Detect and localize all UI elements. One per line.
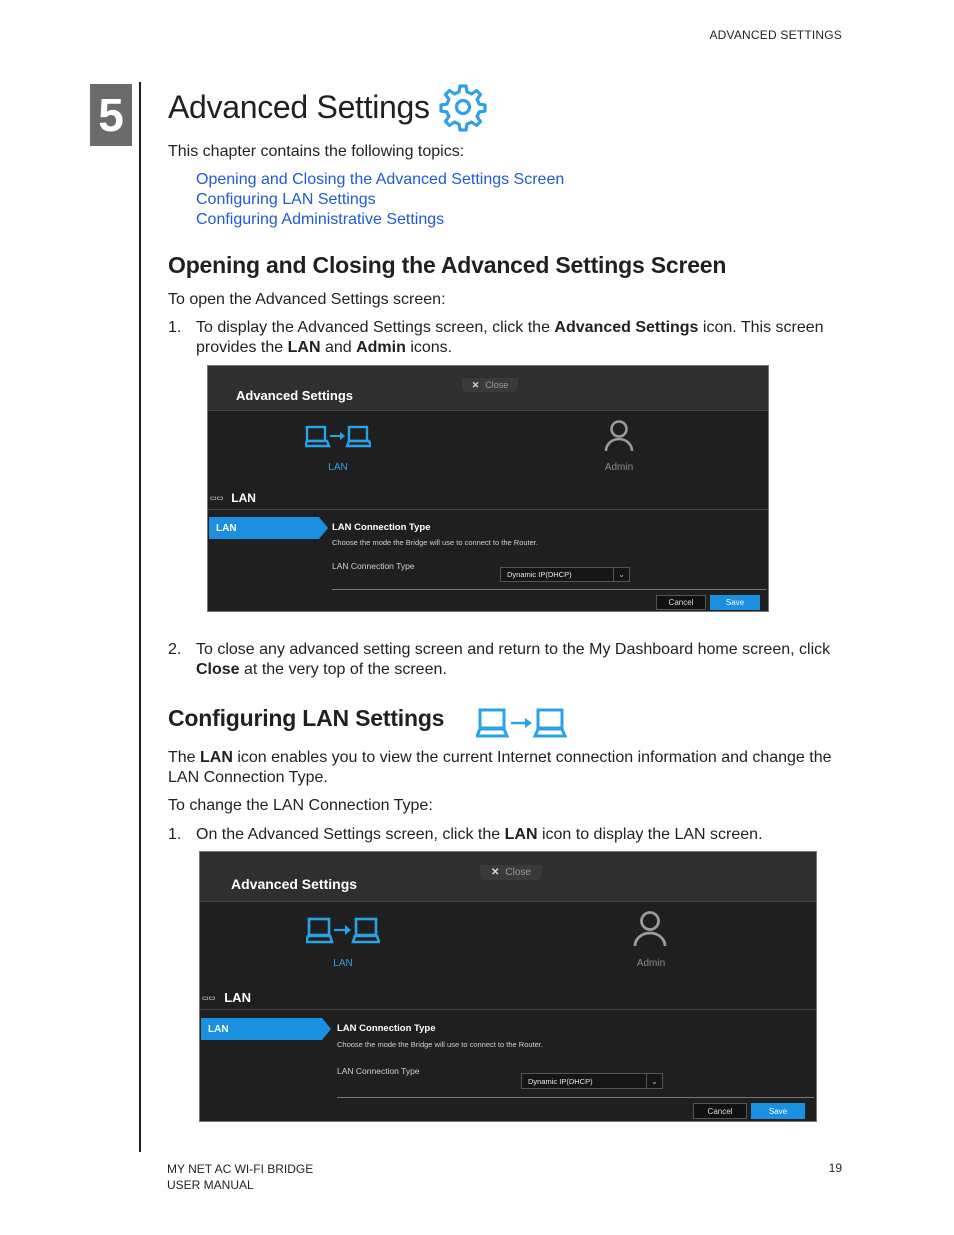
cancel-button[interactable]: Cancel: [656, 595, 706, 610]
admin-icon[interactable]: [633, 910, 667, 948]
chapter-title: Advanced Settings: [168, 88, 430, 125]
section-heading-lan-settings: Configuring LAN Settings: [168, 705, 445, 731]
running-header: ADVANCED SETTINGS: [709, 28, 842, 42]
intro-text: This chapter contains the following topics:: [168, 143, 465, 160]
admin-icon-label: Admin: [636, 958, 666, 969]
lan-connection-description: Choose the mode the Bridge will use to connect to the Router.: [337, 1040, 543, 1049]
topic-list: [196, 170, 564, 230]
step-text: To display the Advanced Settings screen, click the Advanced Settings icon. This screen provides the LAN and Admin icons.: [196, 319, 824, 356]
divider: [200, 1009, 816, 1010]
form-divider: [337, 1097, 814, 1098]
step-text: To close any advanced setting screen and return to the My Dashboard home screen, click Close at the very top of the screen.: [196, 641, 831, 678]
close-label: Close: [505, 867, 531, 878]
admin-icon[interactable]: [604, 419, 634, 453]
lan-connection-description: Choose the mode the Bridge will use to connect to the Router.: [332, 538, 538, 547]
lan-connection-type-select[interactable]: [500, 567, 630, 582]
chevron-down-icon: ⌄: [613, 568, 629, 581]
select-value: Dynamic IP(DHCP): [507, 570, 572, 579]
sidebar-item-lan[interactable]: LAN: [201, 1018, 322, 1040]
toc-link-lan-settings[interactable]: Configuring LAN Settings: [196, 191, 376, 208]
screenshot-title: Advanced Settings: [231, 876, 358, 892]
lan-connection-heading: LAN Connection Type: [332, 522, 431, 533]
lan-icon[interactable]: [306, 916, 380, 948]
chapter-title-row: [168, 82, 488, 132]
lan-section-label: LAN: [224, 990, 251, 1005]
lan-icon-label: LAN: [328, 462, 348, 473]
section1-lead: To open the Advanced Settings screen:: [168, 291, 446, 308]
lan-connection-type-label: LAN Connection Type: [332, 561, 415, 571]
lan-section-title: [202, 990, 251, 1005]
lan-icon-label: LAN: [333, 958, 353, 969]
advanced-settings-screenshot-2: [199, 851, 817, 1122]
lan-intro-paragraph: The LAN icon enables you to view the current Internet connection information and change the LAN Connection Type.: [168, 749, 832, 786]
section1-step-1: [168, 318, 838, 358]
section-heading-opening-closing: Opening and Closing the Advanced Settings Screen: [168, 252, 727, 278]
cancel-button[interactable]: Cancel: [693, 1103, 747, 1119]
close-icon: ✕: [491, 867, 500, 878]
save-button[interactable]: Save: [751, 1103, 805, 1119]
gear-icon: [438, 82, 488, 132]
footer-product-name: MY NET AC WI-FI BRIDGE: [167, 1162, 314, 1176]
close-button[interactable]: [462, 378, 518, 392]
advanced-settings-screenshot-1: [207, 365, 769, 612]
lan-connection-type-select[interactable]: [521, 1073, 663, 1089]
lan-small-icon: ▭▭: [202, 994, 216, 1002]
admin-icon-label: Admin: [604, 462, 634, 473]
chapter-number-badge: 5: [90, 84, 132, 146]
form-divider: [332, 589, 766, 590]
select-value: Dynamic IP(DHCP): [528, 1076, 593, 1086]
sidebar-item-lan[interactable]: LAN: [209, 517, 319, 539]
lan-section-label: LAN: [231, 491, 256, 505]
footer-product: [167, 1161, 313, 1193]
toc-link-opening-closing[interactable]: Opening and Closing the Advanced Settings Screen: [196, 171, 565, 188]
section2-step-1: [168, 825, 838, 845]
step-number: 1.: [168, 826, 182, 843]
close-icon: ✕: [471, 379, 480, 390]
divider: [208, 509, 768, 510]
margin-rule: [139, 82, 141, 1152]
section2-lead: To change the LAN Connection Type:: [168, 797, 433, 814]
lan-small-icon: ▭▭: [210, 495, 224, 502]
step-number: 1.: [168, 319, 182, 336]
section1-step-2: [168, 640, 838, 680]
step-number: 2.: [168, 641, 182, 658]
lan-icon[interactable]: [305, 424, 371, 452]
toc-link-admin-settings[interactable]: Configuring Administrative Settings: [196, 211, 445, 228]
lan-icon: [476, 706, 568, 742]
chevron-down-icon: ⌄: [646, 1074, 662, 1088]
footer-doc-type: USER MANUAL: [167, 1178, 254, 1192]
lan-connection-heading: LAN Connection Type: [337, 1023, 436, 1034]
close-button[interactable]: [480, 865, 542, 880]
lan-section-title: [210, 491, 256, 505]
screenshot-title: Advanced Settings: [236, 388, 354, 403]
close-label: Close: [485, 380, 509, 390]
save-button[interactable]: Save: [710, 595, 760, 610]
step-text: On the Advanced Settings screen, click the LAN icon to display the LAN screen.: [196, 826, 763, 843]
page-number: 19: [828, 1161, 842, 1175]
lan-connection-type-label: LAN Connection Type: [337, 1066, 420, 1076]
